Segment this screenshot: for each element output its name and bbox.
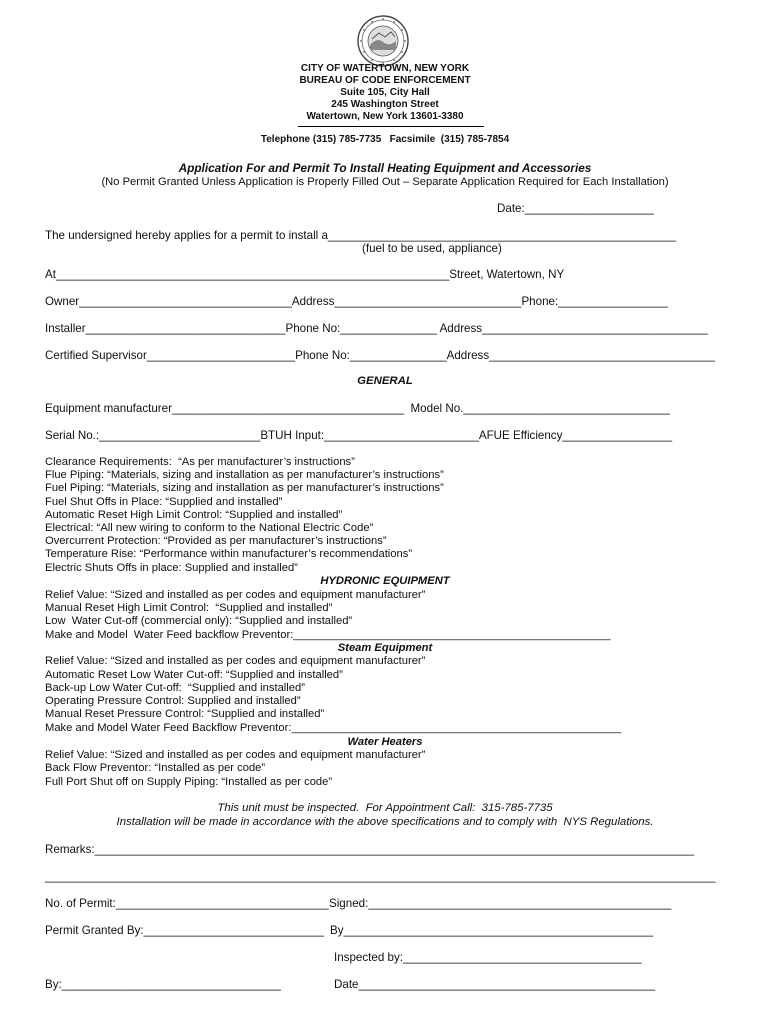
supervisor-field[interactable]: Certified Supervisor_______________________Phone No:_______________Address___________________________________ — [45, 349, 715, 362]
general-line: Flue Piping: “Materials, sizing and installation as per manufacturer’s instructions” — [45, 469, 444, 481]
steam-heading: Steam Equipment — [337, 642, 433, 654]
general-line: Clearance Requirements: “As per manufacturer’s instructions” — [45, 456, 355, 468]
by-field[interactable]: By________________________________________________ — [330, 924, 654, 937]
hydronic-heading: HYDRONIC EQUIPMENT — [320, 575, 450, 587]
remarks-field[interactable]: Remarks:_____________________________________________________________________________________________ — [45, 843, 695, 856]
regulations-note: Installation will be made in accordance with the above specifications and to comply with NYS Regulations. — [116, 816, 654, 828]
owner-field[interactable]: Owner_________________________________Address_____________________________Phone:_________________ — [45, 295, 668, 308]
equipment-field[interactable]: Equipment manufacturer____________________________________ Model No.________________________________ — [45, 402, 670, 415]
general-line: Temperature Rise: “Performance within manufacturer’s recommendations” — [45, 548, 413, 560]
header-city-zip: Watertown, New York 13601-3380 — [306, 111, 464, 122]
city-seal-icon — [357, 15, 409, 67]
hydronic-line: Low Water Cut-off (commercial only): “Supplied and installed” — [45, 615, 353, 627]
by-signature-field[interactable]: By:__________________________________ — [45, 978, 281, 991]
steam-line: Manual Reset Pressure Control: “Supplied and installed” — [45, 708, 325, 720]
inspection-note: This unit must be inspected. For Appointment Call: 315-785-7735 — [217, 802, 553, 814]
general-line: Fuel Piping: “Materials, sizing and installation as per manufacturer’s instructions” — [45, 482, 444, 494]
form-title: Application For and Permit To Install Heating Equipment and Accessories — [178, 161, 592, 175]
backflow-preventor-field[interactable]: Make and Model Water Feed backflow Preventor:___________________________________________________ — [45, 629, 611, 641]
form-subtitle: (No Permit Granted Unless Application is Properly Filled Out – Separate Application Required for Each Installation) — [101, 176, 669, 188]
permit-number-field[interactable]: No. of Permit:_________________________________ — [45, 897, 329, 910]
water-heaters-heading: Water Heaters — [347, 736, 423, 748]
steam-line: Relief Value: “Sized and installed as per codes and equipment manufacturer” — [45, 655, 426, 667]
fuel-note: (fuel to be used, appliance) — [362, 242, 502, 255]
header-suite: Suite 105, City Hall — [340, 87, 430, 98]
water-heater-line: Full Port Shut off on Supply Piping: “Installed as per code” — [45, 776, 333, 788]
general-heading: GENERAL — [357, 375, 413, 387]
permit-granted-by-field[interactable]: Permit Granted By:____________________________ — [45, 924, 325, 937]
hydronic-line: Manual Reset High Limit Control: “Supplied and installed” — [45, 602, 333, 614]
steam-line: Operating Pressure Control: Supplied and installed” — [45, 695, 301, 707]
general-line: Electrical: “All new wiring to conform to the National Electric Code” — [45, 522, 374, 534]
header-bureau: BUREAU OF CODE ENFORCEMENT — [299, 75, 471, 86]
inspection-date-field[interactable]: Date______________________________________________ — [334, 978, 656, 991]
steam-line: Automatic Reset Low Water Cut-off: “Supplied and installed” — [45, 669, 343, 681]
remarks-continued-field[interactable]: ________________________________________________________________________________________________________ — [45, 870, 716, 883]
installer-field[interactable]: Installer_______________________________Phone No:_______________ Address___________________________________ — [45, 322, 708, 335]
signed-field[interactable]: Signed:_______________________________________________ — [329, 897, 672, 910]
steam-line: Back-up Low Water Cut-off: “Supplied and installed” — [45, 682, 305, 694]
inspected-by-field[interactable]: Inspected by:_____________________________________ — [334, 951, 642, 964]
header-city: CITY OF WATERTOWN, NEW YORK — [300, 63, 470, 74]
date-field[interactable]: Date:____________________ — [497, 202, 654, 215]
general-line: Electric Shuts Offs in place: Supplied and installed” — [45, 562, 298, 574]
water-heater-line: Relief Value: “Sized and installed as per codes and equipment manufacturer” — [45, 749, 426, 761]
header-street: 245 Washington Street — [331, 99, 439, 110]
steam-backflow-field[interactable]: Make and Model Water Feed Backflow Preventor:_____________________________________________________ — [45, 722, 622, 734]
water-heater-line: Back Flow Preventor: “Installed as per code” — [45, 762, 266, 774]
hydronic-line: Relief Value: “Sized and installed as per codes and equipment manufacturer” — [45, 589, 426, 601]
general-line: Automatic Reset High Limit Control: “Supplied and installed” — [45, 509, 343, 521]
general-line: Overcurrent Protection: “Provided as per manufacturer’s instructions” — [45, 535, 387, 547]
header-phone-fax: Telephone (315) 785-7735 Facsimile (315) 785-7854 — [260, 134, 510, 145]
general-line: Fuel Shut Offs in Place: “Supplied and installed” — [45, 496, 283, 508]
address-field[interactable]: At_____________________________________________________________Street, Watertown, NY — [45, 268, 565, 281]
serial-field[interactable]: Serial No.:_________________________BTUH Input:________________________AFUE Efficiency_________________ — [45, 429, 673, 442]
install-appliance-field[interactable]: The undersigned hereby applies for a permit to install a______________________________________________________ — [45, 229, 677, 242]
header-divider — [298, 126, 484, 127]
